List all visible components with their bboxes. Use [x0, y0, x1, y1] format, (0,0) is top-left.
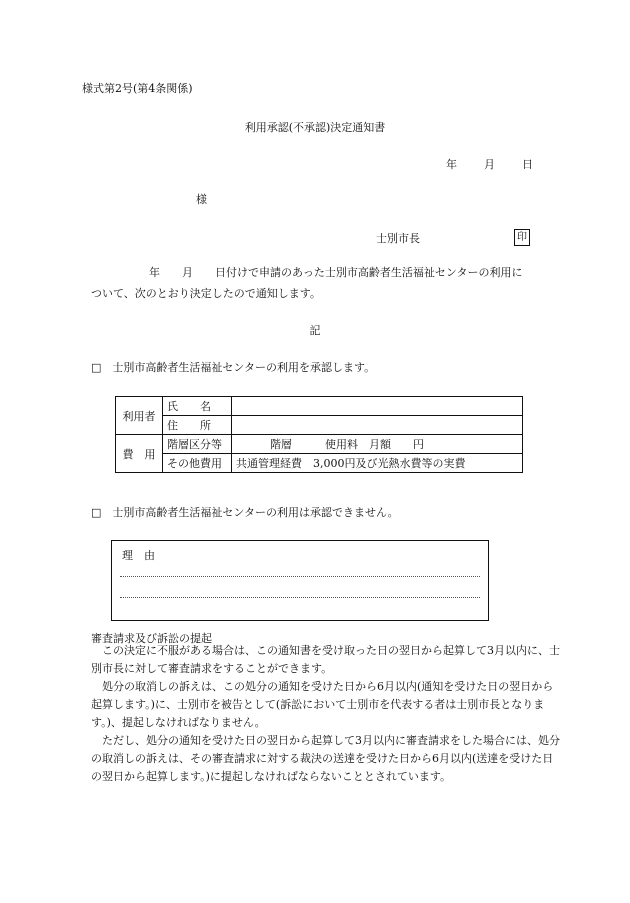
body-line-1: 年 月 日付けで申請のあった士別市高齢者生活福祉センターの利用に — [149, 266, 523, 279]
notes-heading: 審査請求及び訴訟の提起 — [91, 632, 212, 645]
ki-heading: 記 — [309, 324, 321, 337]
notes-body — [91, 642, 561, 786]
body-line-2: ついて、次のとおり決定したので通知します。 — [91, 287, 321, 300]
user-group-label: 利用者 — [116, 397, 163, 435]
note-paragraph-3: ただし、処分の通知を受けた日の翌日から起算して3月以内に審査請求をした場合には、処分の取消しの訴えは、その審査請求に対する裁決の送達を受けた日から6月以内(送達を受けた日の翌日から起算します。)に提起しなければならないこととされています。 — [91, 734, 560, 783]
floor-label: 階層区分等 — [163, 435, 232, 454]
reason-box[interactable] — [111, 540, 489, 621]
date-year: 年 — [446, 158, 457, 171]
date-day: 日 — [522, 158, 533, 171]
addressee-suffix: 様 — [196, 193, 207, 206]
other-fee-value: 共通管理経費 3,000円及び光熱水費等の実費 — [232, 454, 523, 473]
name-value[interactable] — [232, 397, 523, 416]
note-paragraph-1: この決定に不服がある場合は、この通知書を受け取った日の翌日から起算して3月以内に、士別市長に対して審査請求をすることができます。 — [91, 644, 560, 675]
seal-mark: 印 — [514, 229, 530, 246]
floor-value: 階層 使用料 月額 円 — [232, 435, 523, 454]
issue-date — [446, 158, 533, 172]
fee-group-label: 費 用 — [116, 435, 163, 473]
form-number: 様式第2号(第4条関係) — [82, 82, 193, 95]
issuer: 士別市長 — [376, 232, 420, 245]
date-month: 月 — [484, 158, 495, 171]
approval-checkbox-label[interactable]: □ 士別市高齢者生活福祉センターの利用を承認します。 — [91, 361, 376, 374]
address-label: 住 所 — [163, 416, 232, 435]
note-paragraph-2: 処分の取消しの訴えは、この処分の通知を受けた日から6月以内(通知を受けた日の翌日から起算します。)に、士別市を被告として(訴訟において士別市を代表する者は士別市長となります。)、提起しなければなりません。 — [91, 680, 554, 729]
rejection-checkbox-label[interactable]: □ 士別市高齢者生活福祉センターの利用は承認できません。 — [91, 506, 399, 519]
reason-dotted-line — [120, 576, 480, 577]
other-fee-label: その他費用 — [163, 454, 232, 473]
reason-label: 理 由 — [122, 549, 155, 562]
reason-dotted-line — [120, 597, 480, 598]
name-label: 氏 名 — [163, 397, 232, 416]
address-value[interactable] — [232, 416, 523, 435]
document-title: 利用承認(不承認)決定通知書 — [244, 121, 386, 134]
approval-table — [115, 396, 523, 473]
